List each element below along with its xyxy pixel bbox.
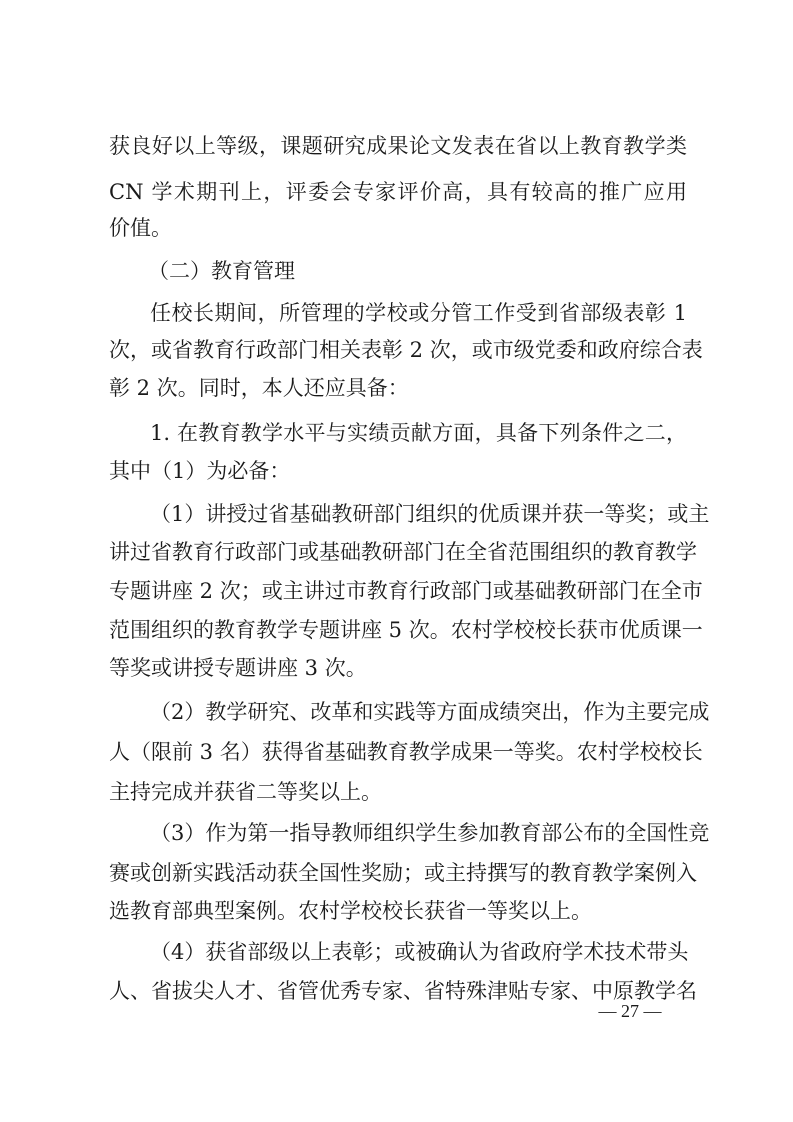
page-number: — 27 — (598, 1001, 662, 1021)
text-line: 选教育部典型案例。农村学校校长获省一等奖以上。 (109, 899, 592, 923)
text-line: 获良好以上等级，课题研究成果论文发表在省以上教育教学类 (109, 134, 687, 158)
text-line: 人（限前 3 名）获得省基础教育教学成果一等奖。农村学校校长 (109, 740, 703, 764)
text-line: 赛或创新实践活动获全国性奖励；或主持撰写的教育教学案例入 (109, 861, 697, 885)
text-line: （2）教学研究、改革和实践等方面成绩突出，作为主要完成 (150, 700, 710, 724)
text-line: 价值。 (109, 216, 172, 240)
text-line: （4）获省部级以上表彰；或被确认为省政府学术技术带头 (150, 940, 689, 964)
text-line: （3）作为第一指导教师组织学生参加教育部公布的全国性竞 (150, 821, 710, 845)
text-line: 任校长期间，所管理的学校或分管工作受到省部级表彰 1 (150, 301, 687, 325)
text-line: 主持完成并获省二等奖以上。 (109, 780, 382, 804)
text-line: 人、省拔尖人才、省管优秀专家、省特殊津贴专家、中原教学名 (109, 979, 697, 1003)
text-line: （1）讲授过省基础教研部门组织的优质课并获一等奖；或主 (150, 502, 710, 526)
text-line: 等奖或讲授专题讲座 3 次。 (109, 656, 367, 680)
section-heading: （二）教育管理 (148, 259, 295, 283)
text-line: 次，或省教育行政部门相关表彰 2 次，或市级党委和政府综合表 (109, 338, 703, 362)
text-line: 讲过省教育行政部门或基础教研部门在全省范围组织的教育教学 (109, 540, 697, 564)
text-line: 彰 2 次。同时，本人还应具备： (109, 376, 409, 400)
text-line: CN 学术期刊上，评委会专家评价高，具有较高的推广应用 (109, 180, 687, 204)
text-line: 其中（1）为必备： (109, 459, 291, 483)
text-line: 范围组织的教育教学专题讲座 5 次。农村学校校长获市优质课一 (109, 618, 703, 642)
text-line: 1. 在教育教学水平与实绩贡献方面，具备下列条件之二， (150, 421, 687, 445)
text-line: 专题讲座 2 次；或主讲过市教育行政部门或基础教研部门在全市 (109, 579, 703, 603)
